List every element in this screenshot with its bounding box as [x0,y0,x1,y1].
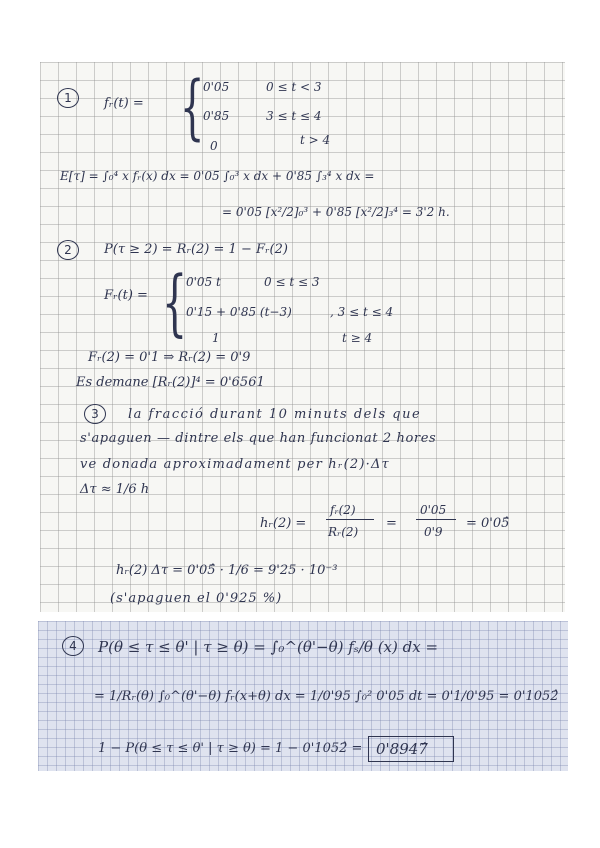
q3-delta-line: Δτ ≈ 1/6 h [80,482,150,497]
q3-approximation-line: hᵣ(2) Δτ = 0'05̂ · 1/6 = 9'25 · 10⁻³ [116,563,338,578]
q2-demand-line: Es demane [Rᵣ(2)]⁴ = 0'6561 [76,375,265,390]
q1-case3-value: 0 [210,139,218,153]
q1-expectation-line-2: = 0'05 [x²/2]₀³ + 0'85 [x²/2]₃⁴ = 3'2 h. [222,205,450,219]
q2-brace: { [162,260,188,344]
q1-case2-condition: 3 ≤ t ≤ 4 [266,109,322,123]
q3-text-line-3: ve donada aproximadament per hᵣ(2)·Δτ [80,457,390,472]
q4-probability-line-1: P(θ ≤ τ ≤ θ' | τ ≥ θ) = ∫₀^(θ'−θ) fₛ/θ (x) dx = [98,638,439,656]
q2-f2-line: Fᵣ(2) = 0'1 ⇒ Rᵣ(2) = 0'9 [88,350,251,365]
q4-probability-line-2: = 1/Rᵣ(θ) ∫₀^(θ'−θ) fᵣ(x+θ) dx = 1/0'95 ∫₀² 0'05 dt = 0'1/0'95 = 0'1052̂ [94,689,559,704]
q3-equals-sign: = [386,516,397,531]
q1-brace: { [180,66,205,148]
q2-case3-condition: t ≥ 4 [342,331,373,345]
q1-density-label: fᵣ(t) = [104,96,144,111]
q3-hazard-result: = 0'05̂ [466,516,510,531]
q2-case3-value: 1 [212,331,220,345]
q3-note: (s'apaguen el 0'925 %) [110,591,283,606]
q2-case2-condition: , 3 ≤ t ≤ 4 [330,305,394,319]
q1-case3-condition: t > 4 [300,133,331,147]
q4-complement-line: 1 − P(θ ≤ τ ≤ θ' | τ ≥ θ) = 1 − 0'1052̂ = [98,741,363,756]
q3-text-line-2: s'apaguen — dintre els que han funcionat 2 hores [80,431,437,446]
question-4-number: 4 [62,636,84,656]
q3-fraction2-numerator: 0'05 [420,503,447,517]
q1-expectation-line-1: E[τ] = ∫₀⁴ x fᵣ(x) dx = 0'05 ∫₀³ x dx + 0'85 ∫₃⁴ x dx = [60,169,375,183]
q1-case2-value: 0'85 [203,109,230,123]
q1-case1-condition: 0 ≤ t < 3 [266,80,322,94]
q3-hazard-label: hᵣ(2) = [260,516,307,531]
q2-case2-value: 0'15 + 0'85 (t−3) [186,305,292,319]
question-2-number: 2 [57,240,79,260]
q2-case1-condition: 0 ≤ t ≤ 3 [264,275,320,289]
q3-fraction-denominator: Rᵣ(2) [328,525,359,539]
q1-case1-value: 0'05 [203,80,230,94]
question-1-number: 1 [57,88,79,108]
q3-fraction2-denominator: 0'9 [424,525,443,539]
q3-fraction-numerator: fᵣ(2) [330,503,356,517]
q3-text-line-1: la fracció durant 10 minuts dels que [128,407,422,422]
q2-reliability-line: P(τ ≥ 2) = Rᵣ(2) = 1 − Fᵣ(2) [104,242,288,257]
question-3-number: 3 [84,404,106,424]
q3-fraction2-bar [416,519,456,520]
q4-answer: 0'8947̂ [376,740,428,758]
q3-fraction-bar [326,519,374,520]
q2-distribution-label: Fᵣ(t) = [104,288,148,303]
q2-case1-value: 0'05 t [186,275,221,289]
